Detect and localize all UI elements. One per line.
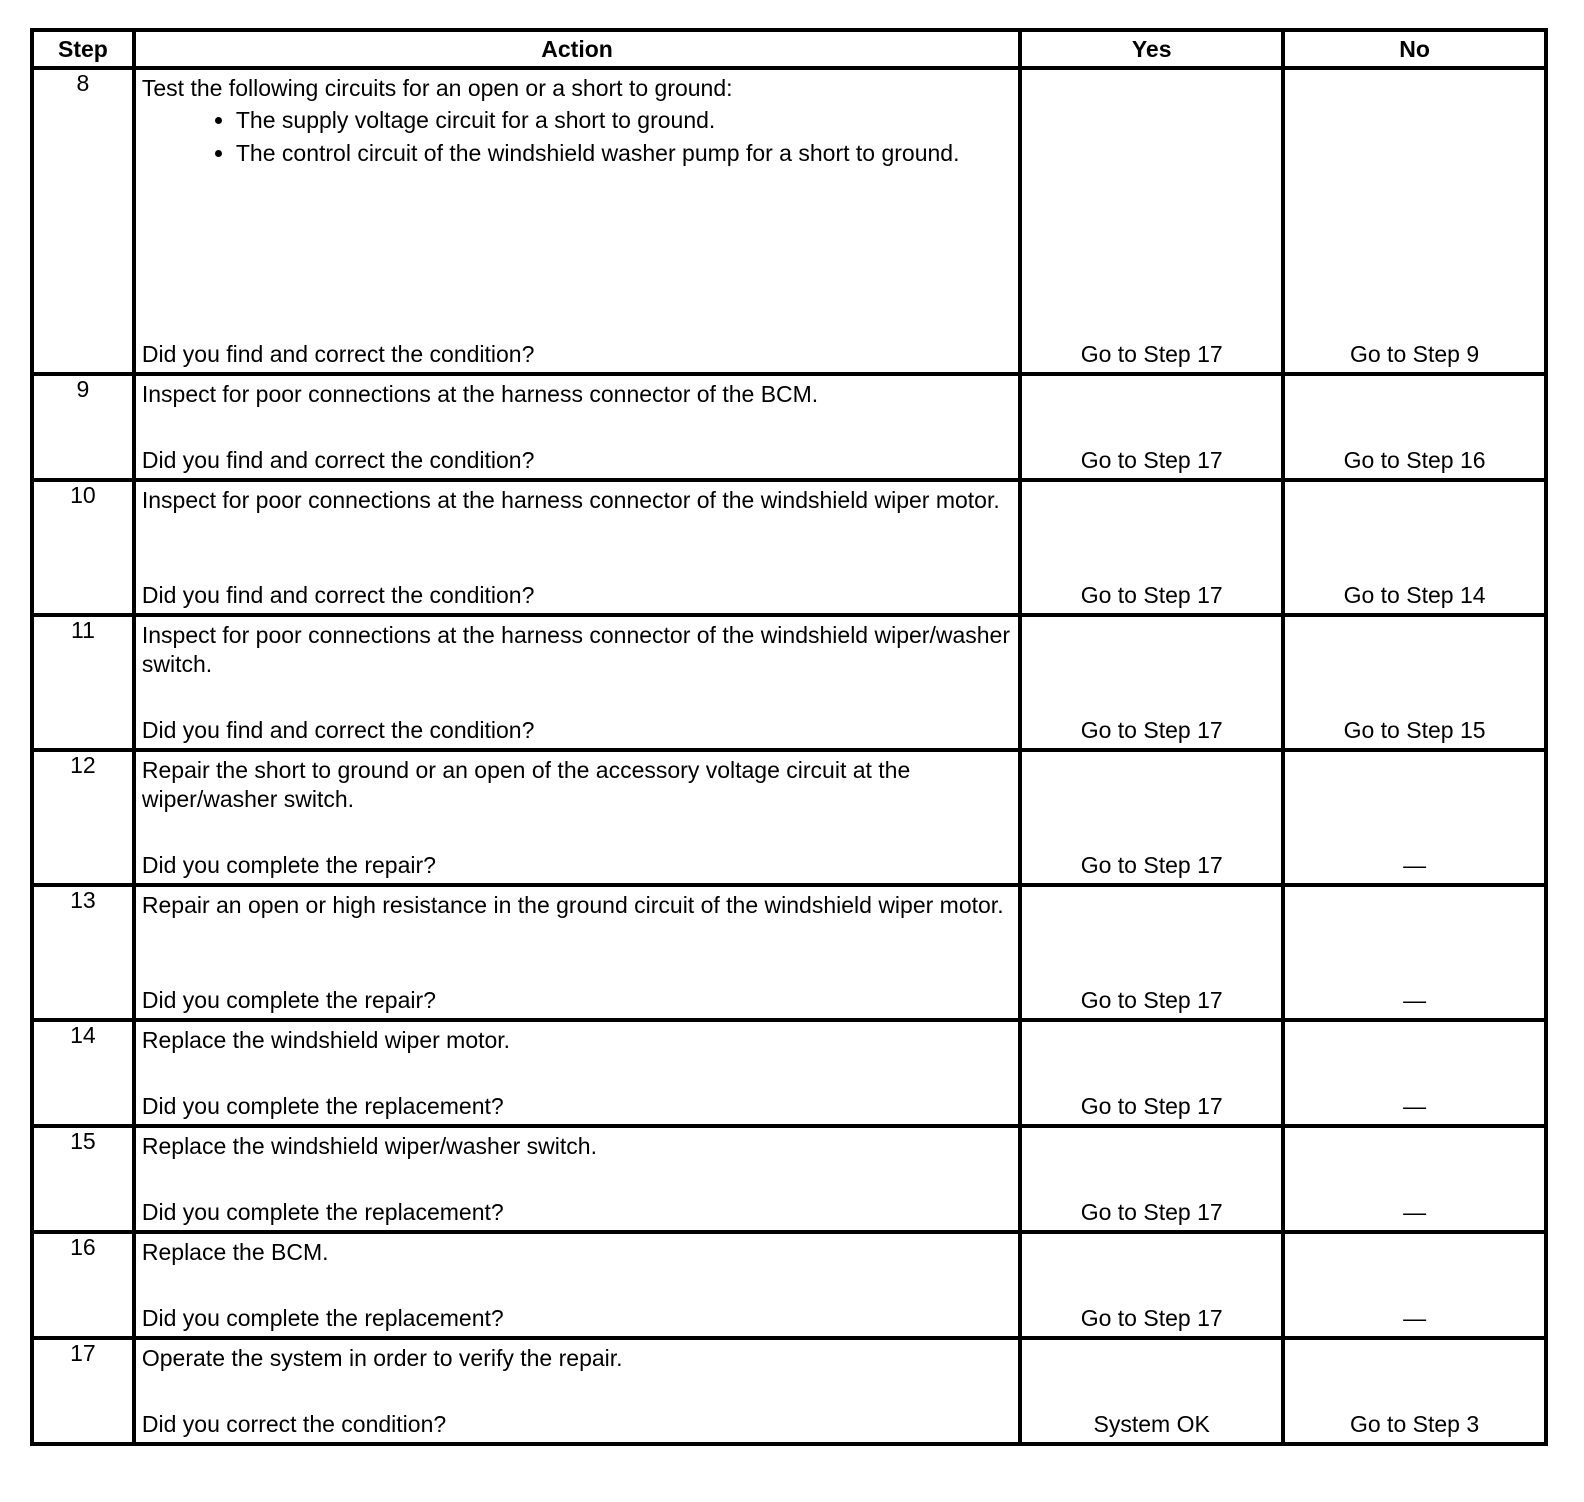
step-number: 10 (32, 480, 134, 615)
yes-cell (1020, 480, 1283, 615)
action-question: Did you complete the repair? (141, 987, 436, 1013)
header-no: No (1283, 30, 1546, 68)
action-question: Did you correct the condition? (141, 1411, 447, 1437)
no-result: — (1403, 1305, 1427, 1331)
step-number: 9 (32, 374, 134, 480)
table-row (32, 1338, 1546, 1444)
step-number: 12 (32, 750, 134, 885)
table-row (32, 885, 1546, 1020)
diagnostic-table (30, 28, 1548, 1446)
action-cell (134, 615, 1020, 750)
no-cell (1283, 885, 1546, 1020)
no-cell (1283, 1126, 1546, 1232)
no-cell (1283, 374, 1546, 480)
no-result: — (1403, 852, 1427, 878)
no-cell (1283, 480, 1546, 615)
yes-result: Go to Step 17 (1080, 1199, 1223, 1225)
header-yes: Yes (1020, 30, 1283, 68)
step-number: 15 (32, 1126, 134, 1232)
yes-result: System OK (1093, 1411, 1210, 1437)
action-prompt: Inspect for poor connections at the harness connector of the windshield wiper motor. (141, 487, 1000, 513)
header-step: Step (32, 30, 134, 68)
action-cell (134, 750, 1020, 885)
no-cell (1283, 750, 1546, 885)
yes-cell (1020, 1338, 1283, 1444)
action-prompt: Repair the short to ground or an open of the accessory voltage circuit at the wiper/washer switch. (141, 757, 911, 812)
action-cell (134, 1232, 1020, 1338)
yes-result: Go to Step 17 (1080, 1093, 1223, 1119)
no-result: Go to Step 16 (1343, 447, 1486, 473)
bullet-list (136, 106, 1018, 168)
table-row (32, 615, 1546, 750)
table-row (32, 68, 1546, 374)
action-question: Did you complete the replacement? (141, 1093, 504, 1119)
yes-cell (1020, 1126, 1283, 1232)
no-cell (1283, 1338, 1546, 1444)
table-row (32, 750, 1546, 885)
yes-result: Go to Step 17 (1080, 717, 1223, 743)
action-cell (134, 1338, 1020, 1444)
step-number: 8 (32, 68, 134, 374)
action-cell (134, 480, 1020, 615)
yes-cell (1020, 885, 1283, 1020)
yes-cell (1020, 750, 1283, 885)
action-question: Did you complete the replacement? (141, 1305, 504, 1331)
header-row (32, 30, 1546, 68)
action-question: Did you complete the repair? (141, 852, 436, 878)
action-cell (134, 1126, 1020, 1232)
action-cell (134, 68, 1020, 374)
action-question: Did you find and correct the condition? (141, 341, 535, 367)
action-cell (134, 374, 1020, 480)
no-result: — (1403, 1199, 1427, 1225)
yes-result: Go to Step 17 (1080, 1305, 1223, 1331)
action-prompt: Inspect for poor connections at the harness connector of the windshield wiper/washer switch. (141, 622, 1010, 677)
action-question: Did you find and correct the condition? (141, 717, 535, 743)
yes-result: Go to Step 17 (1080, 447, 1223, 473)
no-result: — (1403, 987, 1427, 1013)
action-prompt: Replace the BCM. (141, 1239, 329, 1265)
action-prompt: Replace the windshield wiper motor. (141, 1027, 511, 1053)
list-item: • The control circuit of the windshield washer pump for a short to ground. (236, 139, 1018, 168)
action-question: Did you complete the replacement? (141, 1199, 504, 1225)
step-number: 13 (32, 885, 134, 1020)
table-row (32, 1126, 1546, 1232)
table-row (32, 1232, 1546, 1338)
yes-result: Go to Step 17 (1080, 987, 1223, 1013)
action-prompt: Repair an open or high resistance in the ground circuit of the windshield wiper motor. (141, 892, 1004, 918)
no-cell (1283, 615, 1546, 750)
no-cell (1283, 1232, 1546, 1338)
action-prompt: Operate the system in order to verify the repair. (141, 1345, 623, 1371)
action-prompt: Inspect for poor connections at the harness connector of the BCM. (141, 381, 819, 407)
no-result: Go to Step 9 (1349, 341, 1480, 367)
table-row (32, 1020, 1546, 1126)
action-cell (134, 885, 1020, 1020)
yes-result: Go to Step 17 (1080, 582, 1223, 608)
action-prompt: Test the following circuits for an open or a short to ground: (141, 75, 733, 101)
yes-cell (1020, 374, 1283, 480)
step-number: 11 (32, 615, 134, 750)
no-result: Go to Step 3 (1349, 1411, 1480, 1437)
step-number: 17 (32, 1338, 134, 1444)
table-row (32, 480, 1546, 615)
yes-cell (1020, 1020, 1283, 1126)
no-result: Go to Step 15 (1343, 717, 1486, 743)
yes-result: Go to Step 17 (1080, 341, 1223, 367)
action-question: Did you find and correct the condition? (141, 447, 535, 473)
no-cell (1283, 1020, 1546, 1126)
yes-cell (1020, 615, 1283, 750)
list-item: • The supply voltage circuit for a short to ground. (236, 106, 1018, 135)
yes-cell (1020, 1232, 1283, 1338)
action-cell (134, 1020, 1020, 1126)
action-question: Did you find and correct the condition? (141, 582, 535, 608)
no-result: — (1403, 1093, 1427, 1119)
step-number: 16 (32, 1232, 134, 1338)
yes-result: Go to Step 17 (1080, 852, 1223, 878)
yes-cell (1020, 68, 1283, 374)
table-row (32, 374, 1546, 480)
no-result: Go to Step 14 (1343, 582, 1486, 608)
action-prompt: Replace the windshield wiper/washer switch. (141, 1133, 597, 1159)
header-action: Action (134, 30, 1020, 68)
step-number: 14 (32, 1020, 134, 1126)
no-cell (1283, 68, 1546, 374)
